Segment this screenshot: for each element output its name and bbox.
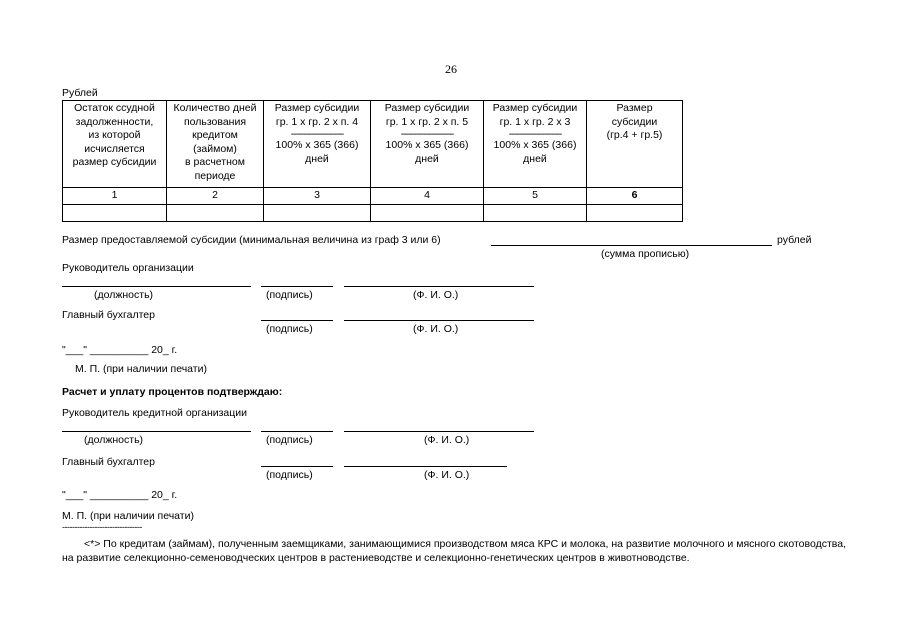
column-number: 2 [167,188,264,205]
header-line: (гр.4 + гр.5) [606,129,663,141]
column-number-row [63,188,683,205]
table-cell[interactable] [371,204,484,221]
header-line: Размер [616,102,653,114]
column-number: 4 [371,188,484,205]
subsidy-unit: рублей [777,234,812,246]
header-line: из которой [88,129,141,141]
signature-field[interactable] [261,431,333,432]
fio-field[interactable] [344,431,534,432]
header-cell-6 [587,101,683,188]
table-row [63,204,683,221]
column-number: 6 [587,188,683,205]
header-line: Размер субсидии [274,102,360,114]
fio-caption: (Ф. И. О.) [424,434,470,446]
header-line: дней [305,152,329,165]
footnote-separator: -------------------------------- [62,522,142,532]
accountant-fio-field[interactable] [344,320,534,321]
table-header-row [63,101,683,188]
subsidy-amount-label: Размер предоставляемой субсидии (минимальная величина из граф 3 или 6) [62,234,441,246]
header-line: 100% x 365 (366) [275,139,359,151]
signature-caption: (подпись) [266,434,313,446]
page-number: 26 [445,62,457,76]
date-line: "___" __________ 20_ г. [62,489,178,501]
accountant-label: Главный бухгалтер [62,456,155,468]
confirm-heading: Расчет и уплату процентов подтверждаю: [62,386,283,398]
fraction-line: --------------------- [508,129,562,139]
header-line: периоде [194,169,236,182]
header-line: Размер субсидии [384,102,470,114]
header-line: дней [415,152,439,165]
table-cell[interactable] [264,204,371,221]
position-caption: (должность) [94,289,154,301]
fio-caption: (Ф. И. О.) [413,289,459,301]
column-number: 5 [484,188,587,205]
accountant-signature-caption: (подпись) [266,323,313,335]
header-line: (займом) [193,142,237,155]
header-cell-4 [371,101,484,188]
header-line: Остаток ссудной [74,102,155,114]
table-cell[interactable] [167,204,264,221]
header-line: исчисляется [84,142,145,155]
column-number: 3 [264,188,371,205]
header-line: Размер субсидии [492,102,578,114]
stamp-note: М. П. (при наличии печати) [75,363,207,375]
stamp-note: М. П. (при наличии печати) [62,510,194,522]
date-line: "___" __________ 20_ г. [62,344,178,356]
position-field[interactable] [62,431,251,432]
header-line: гр. 1 x гр. 2 x п. 4 [275,115,359,128]
position-field[interactable] [62,286,251,287]
header-cell-3 [264,101,371,188]
accountant-signature-field[interactable] [261,466,333,467]
subsidy-amount-caption: (сумма прописью) [601,248,690,260]
accountant-fio-field[interactable] [344,466,507,467]
table-cell[interactable] [63,204,167,221]
header-cell-2 [167,101,264,188]
fio-field[interactable] [344,286,534,287]
column-number: 1 [63,188,167,205]
header-line: 100% x 365 (366) [385,139,469,151]
accountant-fio-caption: (Ф. И. О.) [424,469,470,481]
table-cell[interactable] [587,204,683,221]
accountant-fio-caption: (Ф. И. О.) [413,323,459,335]
table-cell[interactable] [484,204,587,221]
accountant-signature-field[interactable] [261,320,333,321]
subsidy-table [62,100,683,222]
header-line: гр. 1 x гр. 2 x 3 [499,115,571,128]
accountant-signature-caption: (подпись) [266,469,313,481]
header-line: гр. 1 x гр. 2 x п. 5 [385,115,469,128]
signature-field[interactable] [261,286,333,287]
header-cell-1 [63,101,167,188]
header-line: Количество дней [173,102,257,114]
header-line: пользования [183,115,247,128]
header-line: 100% x 365 (366) [493,139,577,151]
subsidy-amount-field[interactable] [491,245,772,246]
position-caption: (должность) [84,434,144,446]
header-cell-5 [484,101,587,188]
fraction-line: --------------------- [400,129,454,139]
head-label: Руководитель организации [62,262,194,274]
signature-caption: (подпись) [266,289,313,301]
fraction-line: --------------------- [290,129,344,139]
header-line: в расчетном [185,156,245,168]
accountant-label: Главный бухгалтер [62,309,155,321]
footnote-text: <*> По кредитам (займам), полученным заемщиками, занимающимися производством мяса КРС и молока, на развитие молочного и мясного скотоводства, на развитие селекционно-семеноводческих центров в растениеводстве и селекционно-генетических центров в животноводстве. [62,538,846,564]
header-line: субсидии [611,115,658,128]
header-line: дней [523,152,547,165]
header-line: размер субсидии [72,156,157,168]
bank-head-label: Руководитель кредитной организации [62,407,248,419]
header-line: кредитом [192,129,238,141]
header-line: задолженности, [75,115,154,128]
currency-label: Рублей [62,87,98,99]
